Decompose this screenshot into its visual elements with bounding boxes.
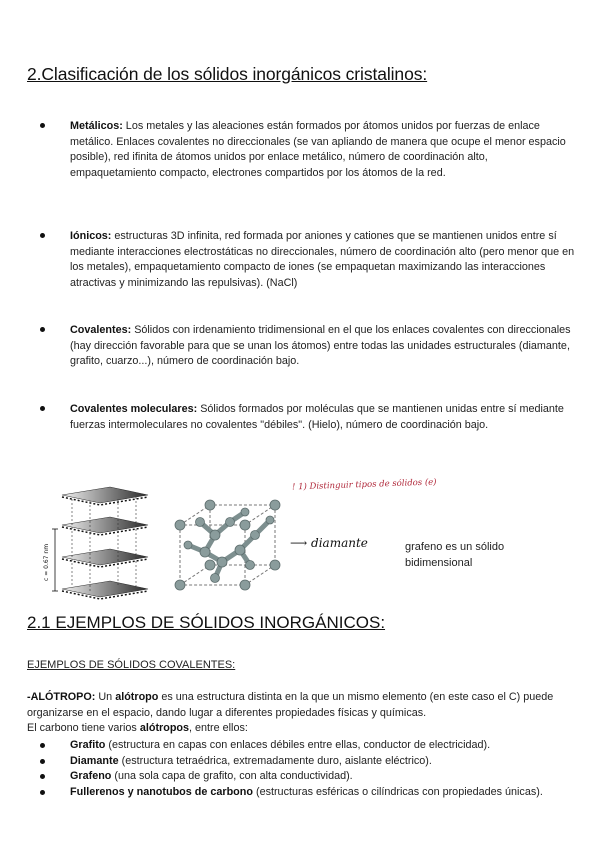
alotropo-term: -ALÓTROPO:	[27, 691, 96, 703]
list-item: Fullerenos y nanotubos de carbono (estructuras esféricas o cilíndricas con propiedades únicas).	[40, 785, 585, 801]
arrow-icon: ⟶	[290, 536, 312, 550]
graphite-layer	[62, 549, 148, 567]
alotropo-paragraph: -ALÓTROPO: Un alótropo es una estructura distinta en la que un mismo elemento (en este caso el C) puede organizarse en el espacio, dando lugar a diferentes propiedades físicas y químicas. El carbono tiene varios alótropos, entre ellos:	[27, 691, 554, 734]
dimension-label: c = 0.67 nm	[43, 543, 50, 581]
handwritten-note: ! 1) Distinguir tipos de sólidos (e)	[291, 477, 437, 493]
bullet-icon	[40, 123, 45, 128]
term-covalentes: Covalentes:	[70, 324, 132, 336]
list-item	[40, 402, 580, 433]
bullet-icon	[40, 327, 45, 332]
graphite-layer	[62, 517, 148, 535]
section-title: 2.Clasificación de los sólidos inorgánicos cristalinos:	[27, 64, 428, 84]
item-text: estructuras 3D infinita, red formada por aniones y cationes que se mantienen unidos entre sí mediante interacciones electrostáticas no direccionales, número de coordinación alto (pero menor que en los metales), empaquetamiento compacto de iones (se empaquetan maximizando las interacciones atractivas y minimizando las repulsivas). (NaCl)	[70, 230, 575, 290]
graphite-layer	[62, 487, 148, 505]
grafeno-note: grafeno es un sólido bidimensional	[405, 541, 505, 569]
bullet-icon	[40, 233, 45, 238]
list-item: Diamante (estructura tetraédrica, extremadamente duro, aislante eléctrico).	[40, 754, 585, 770]
item-text: Los metales y las aleaciones están formados por átomos unidos por fuerzas de enlace metálico. Enlaces covalentes no direccionales (se van apliando de manera que ocupe el menor espacio posible), red ifinita de átomos unidos por enlace metálico, número de coordinación alto, empaquetamiento compacto, electrones compartidos por los átomos de la red.	[70, 120, 566, 180]
graphite-layer	[62, 581, 148, 599]
bullet-icon	[40, 774, 45, 779]
bullet-icon	[40, 743, 45, 748]
term-covalentes-moleculares: Covalentes moleculares:	[70, 403, 198, 415]
subsection-title: EJEMPLOS DE SÓLIDOS COVALENTES:	[27, 659, 236, 671]
item-text: Sólidos formados por moléculas que se mantienen unidas entre sí mediante fuerzas intermoleculares no covalentes "débiles". (Hielo), número de coordinación bajo.	[70, 403, 564, 431]
list-item	[40, 323, 580, 370]
list-item: Grafeno (una sola capa de grafito, con alta conductividad).	[40, 769, 585, 785]
section-title: 2.1 EJEMPLOS DE SÓLIDOS INORGÁNICOS:	[27, 613, 386, 632]
allotrope-list	[40, 738, 585, 800]
bullet-icon	[40, 406, 45, 411]
term-metalicos: Metálicos:	[70, 120, 123, 132]
diamante-label: ⟶ diamante	[290, 536, 368, 550]
bullet-icon	[40, 790, 45, 795]
term-ionicos: Iónicos:	[70, 230, 112, 242]
graphite-structure-image	[40, 485, 160, 613]
list-item	[40, 229, 580, 292]
list-item: Grafito (estructura en capas con enlaces débiles entre ellas, conductor de electricidad).	[40, 738, 585, 754]
diamond-structure-image	[160, 490, 285, 605]
list-item	[40, 119, 580, 182]
item-text: Sólidos con irdenamiento tridimensional en el que los enlaces covalentes con direccionales (hay dirección favorable para que se unan los átomos) entre todas las unidades estructurales (diamante, grafito, cuarzo...), número de coordinación bajo.	[70, 324, 571, 368]
bullet-icon	[40, 759, 45, 764]
